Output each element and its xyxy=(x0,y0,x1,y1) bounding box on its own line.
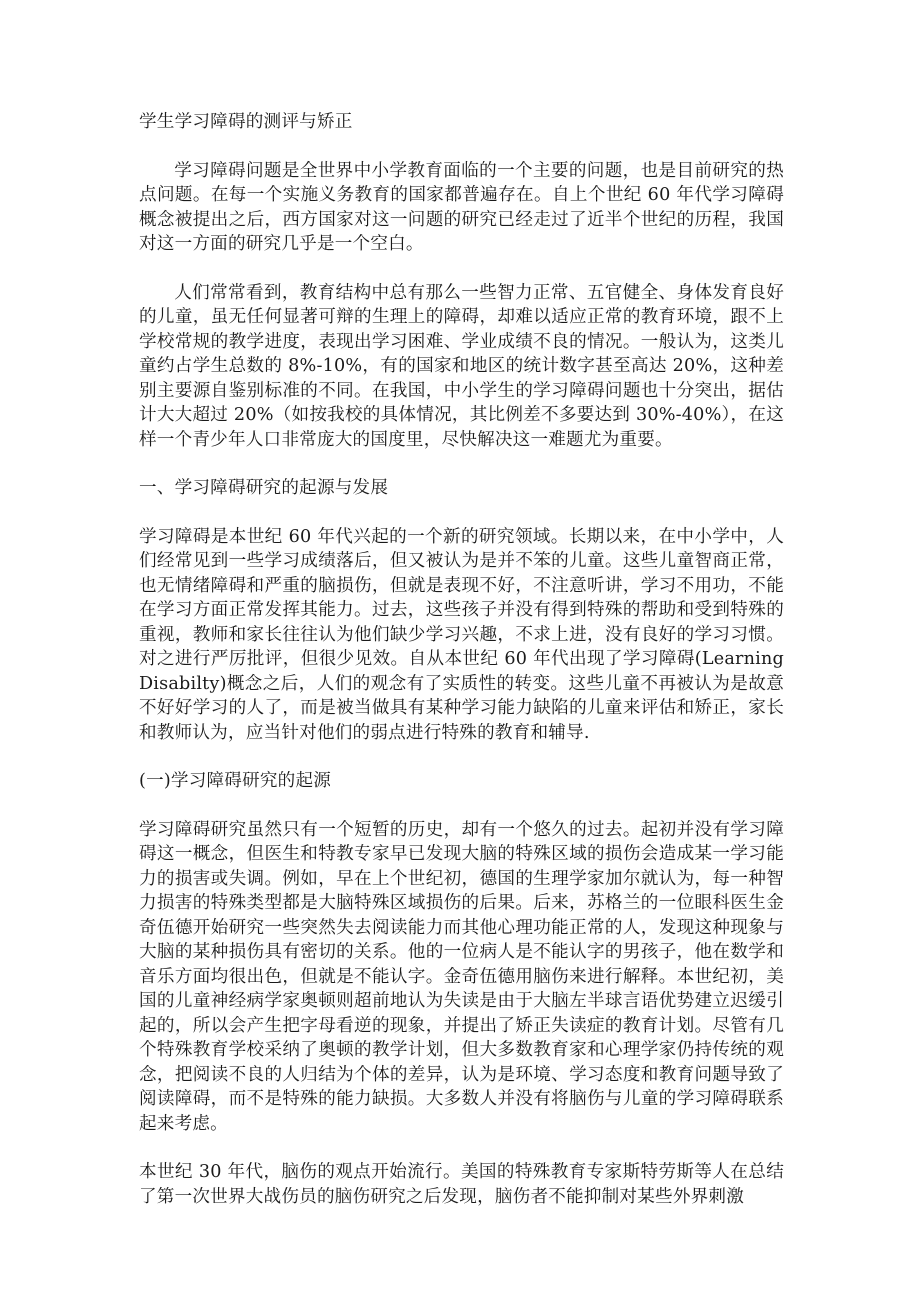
subsection-1-paragraph-2: 本世纪 30 年代，脑伤的观点开始流行。美国的特殊教育专家斯特劳斯等人在总结了第一次世界大战伤员的脑伤研究之后发现，脑伤者不能抑制对某些外界刺激 xyxy=(139,1162,784,1207)
subsection-1-paragraph-1: 学习障碍研究虽然只有一个短暂的历史，却有一个悠久的过去。起初并没有学习障碍这一概念，但医生和特教专家早已发现大脑的特殊区域的损伤会造成某一学习能力的损害或失调。例如，早在上个世纪初，德国的生理学家加尔就认为，每一种智力损害的特殊类型都是大脑特殊区域损伤的后果。后来，苏格兰的一位眼科医生金奇伍德开始研究一些突然失去阅读能力而其他心理功能正常的人，发现这种现象与大脑的某种损伤具有密切的关系。他的一位病人是不能认字的男孩子，他在数学和音乐方面均很出色，但就是不能认字。金奇伍德用脑伤来进行解释。本世纪初，美国的儿童神经病学家奥顿则超前地认为失读是由于大脑左半球言语优势建立迟缓引起的，所以会产生把字母看逆的现象，并提出了矫正失读症的教育计划。尽管有几个特殊教育学校采纳了奥顿的教学计划，但大多数教育家和心理学家仍持传统的观念，把阅读不良的人归结为个体的差异，认为是环境、学习态度和教育问题导致了阅读障碍，而不是特殊的能力缺损。大多数人并没有将脑伤与儿童的学习障碍联系起来考虑。 xyxy=(139,819,784,1134)
section-1-paragraph: 学习障碍是本世纪 60 年代兴起的一个新的研究领域。长期以来，在中小学中，人们经常见到一些学习成绩落后，但又被认为是并不笨的儿童。这些儿童智商正常，也无情绪障碍和严重的脑损伤，但就是表现不好，不注意听讲，学习不用功，不能在学习方面正常发挥其能力。过去，这些孩子并没有得到特殊的帮助和受到特殊的重视，教师和家长往往认为他们缺少学习兴趣，不求上进，没有良好的学习习惯。对之进行严厉批评，但很少见效。自从本世纪 60 年代出现了学习障碍(Learning Disabilty)概念之后，人们的观念有了实质性的转变。这些儿童不再被认为是故意不好好学习的人了，而是被当做具有某种学习能力缺陷的儿童来评估和矫正，家长和教师认为，应当针对他们的弱点进行特殊的教育和辅导. xyxy=(139,526,784,743)
document-title: 学生学习障碍的测评与矫正 xyxy=(139,112,353,132)
intro-paragraph-1: 学习障碍问题是全世界中小学教育面临的一个主要的问题，也是目前研究的热点问题。在每一个实施义务教育的国家都普遍存在。自上个世纪 60 年代学习障碍概念被提出之后，西方国家对这一问题的研究已经走过了近半个世纪的历程，我国对这一方面的研究几乎是一个空白。 xyxy=(139,160,784,254)
subsection-heading-origin: (一)学习障碍研究的起源 xyxy=(139,771,332,791)
section-heading-origin-development: 一、学习障碍研究的起源与发展 xyxy=(139,478,389,498)
document-body xyxy=(139,110,784,1209)
intro-paragraph-2: 人们常常看到，教育结构中总有那么一些智力正常、五官健全、身体发育良好的儿童，虽无任何显著可辩的生理上的障碍，却难以适应正常的教育环境，跟不上学校常规的教学进度，表现出学习困难、学业成绩不良的情况。一般认为，这类儿童约占学生总数的 8%-10%，有的国家和地区的统计数字甚至高达 20%，这种差别主要源自鉴别标准的不同。在我国，中小学生的学习障碍问题也十分突出，据估计大大超过 20%（如按我校的具体情况，其比例差不多要达到 30%-40%），在这样一个青少年人口非常庞大的国度里，尽快解决这一难题尤为重要。 xyxy=(139,282,784,450)
